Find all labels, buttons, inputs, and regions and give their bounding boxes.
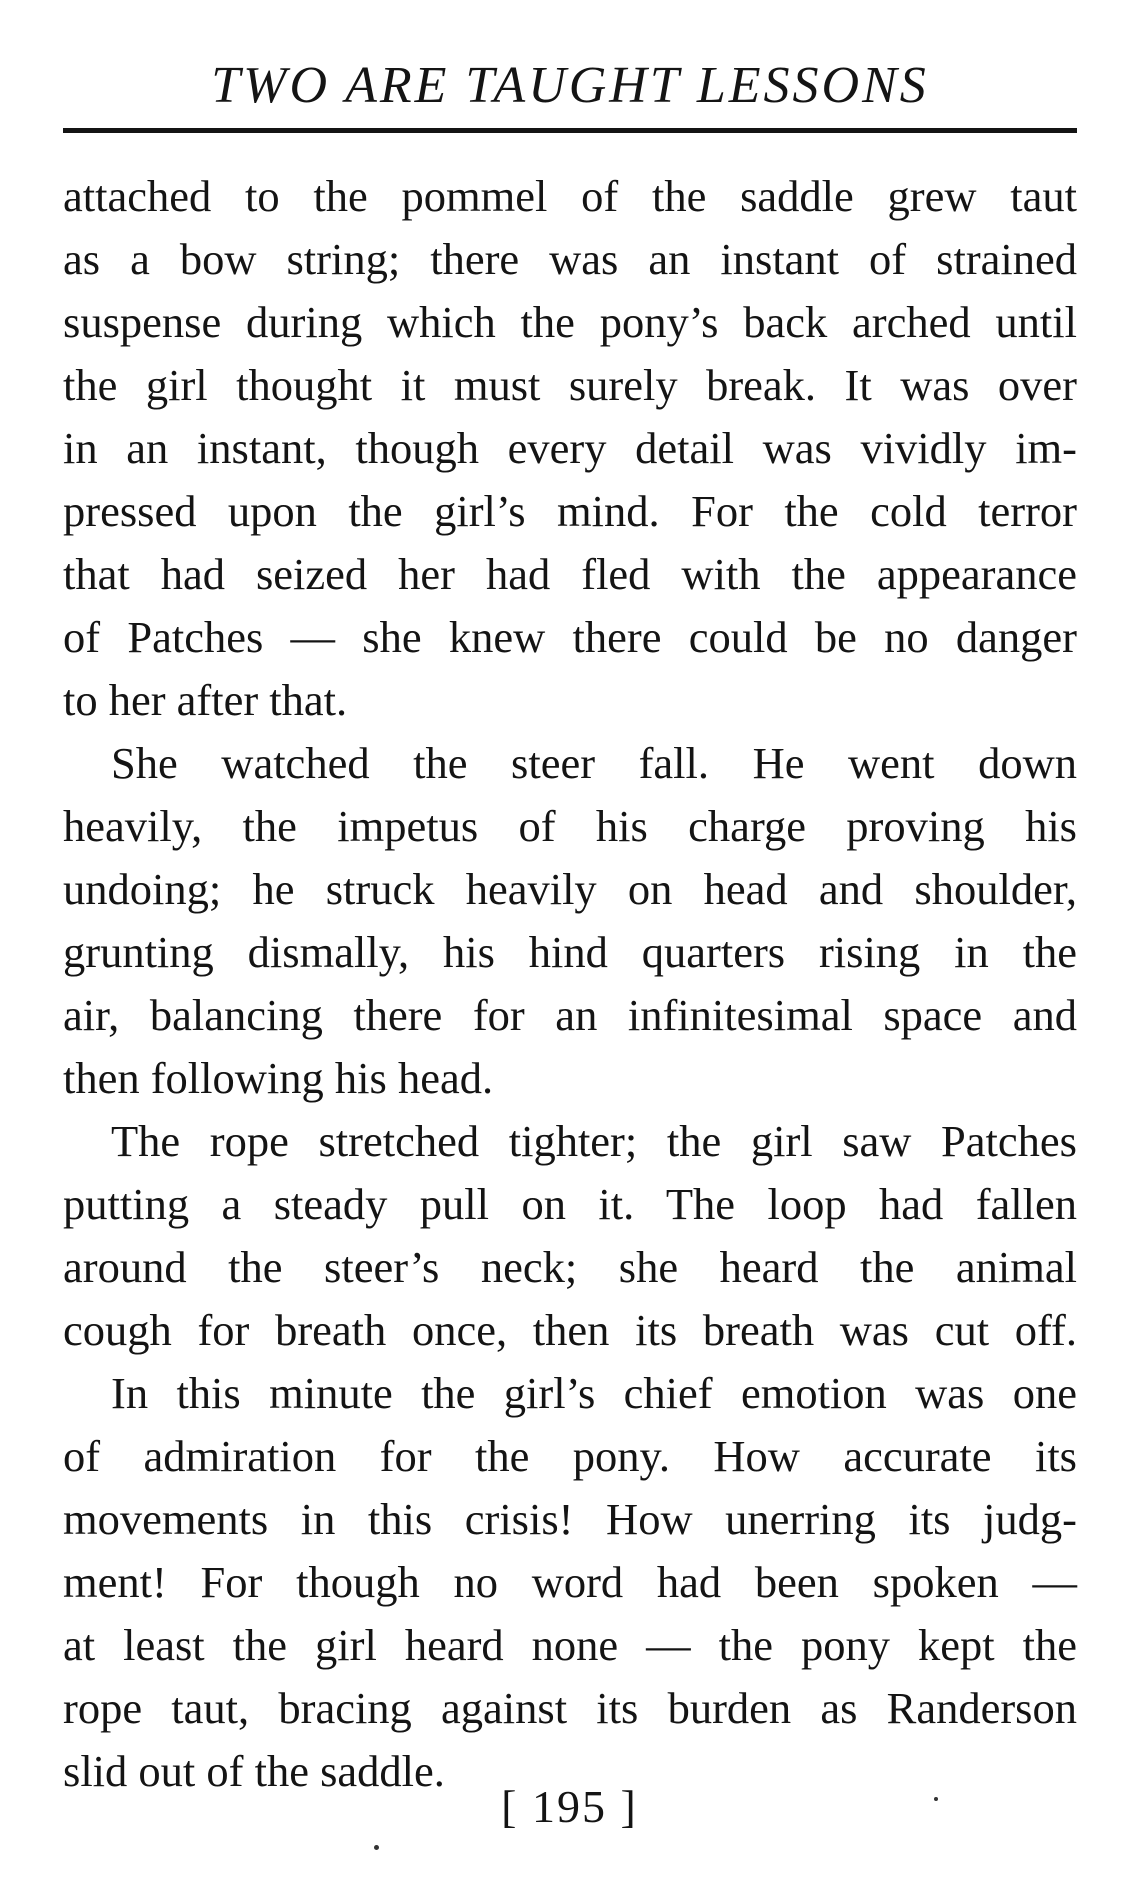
page-number: [ 195 ] bbox=[501, 1781, 638, 1832]
text-line: the girl thought it must surely break. It was over bbox=[63, 360, 1077, 410]
text-line: that had seized her had fled with the appearance bbox=[63, 549, 1077, 599]
text-line: around the steer’s neck; she heard the animal bbox=[63, 1242, 1077, 1292]
text-line: She watched the steer fall. He went down bbox=[111, 738, 1077, 788]
text-line: of Patches — she knew there could be no danger bbox=[63, 612, 1077, 662]
text-line: of admiration for the pony. How accurate its bbox=[63, 1431, 1077, 1481]
text-line: ment! For though no word had been spoken — bbox=[63, 1557, 1077, 1607]
text-line: putting a steady pull on it. The loop had fallen bbox=[63, 1179, 1077, 1229]
text-line: as a bow string; there was an instant of strained bbox=[63, 234, 1077, 284]
text-line: slid out of the saddle. bbox=[63, 1746, 445, 1796]
text-line: suspense during which the pony’s back arched until bbox=[63, 297, 1077, 347]
paragraph-1 bbox=[63, 165, 1077, 732]
ink-speck bbox=[374, 1845, 379, 1850]
text-line: The rope stretched tighter; the girl saw Patches bbox=[111, 1116, 1077, 1166]
header-rule bbox=[63, 128, 1077, 133]
ink-speck bbox=[934, 1797, 938, 1801]
text-line: in an instant, though every detail was vividly im- bbox=[63, 423, 1077, 473]
text-line: grunting dismally, his hind quarters rising in the bbox=[63, 927, 1077, 977]
text-line: movements in this crisis! How unerring its judg- bbox=[63, 1494, 1077, 1544]
text-line: pressed upon the girl’s mind. For the cold terror bbox=[63, 486, 1077, 536]
text-line: undoing; he struck heavily on head and shoulder, bbox=[63, 864, 1077, 914]
text-line: attached to the pommel of the saddle grew taut bbox=[63, 171, 1077, 221]
text-line: air, balancing there for an infinitesimal space and bbox=[63, 990, 1077, 1040]
paragraph-3 bbox=[63, 1110, 1077, 1362]
text-line: rope taut, bracing against its burden as Randerson bbox=[63, 1683, 1077, 1733]
text-line: to her after that. bbox=[63, 675, 348, 725]
paragraph-4 bbox=[63, 1362, 1077, 1803]
text-line: cough for breath once, then its breath was cut off. bbox=[63, 1305, 1077, 1355]
paragraph-2 bbox=[63, 732, 1077, 1110]
body-text bbox=[63, 165, 1077, 1803]
running-head: TWO ARE TAUGHT LESSONS bbox=[211, 57, 929, 114]
text-line: then following his head. bbox=[63, 1053, 494, 1103]
text-line: heavily, the impetus of his charge proving his bbox=[63, 801, 1077, 851]
text-line: at least the girl heard none — the pony kept the bbox=[63, 1620, 1077, 1670]
text-line: In this minute the girl’s chief emotion was one bbox=[111, 1368, 1077, 1418]
